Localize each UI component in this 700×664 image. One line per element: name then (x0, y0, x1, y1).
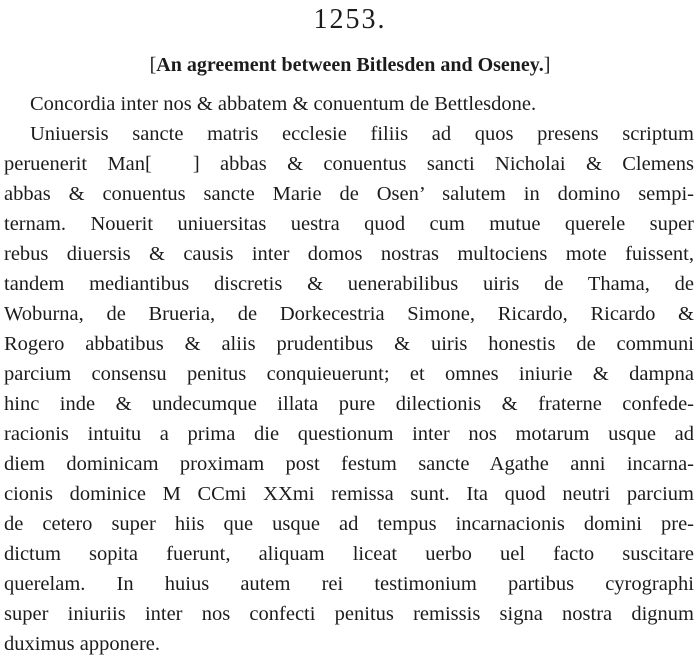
heading-open-bracket: [ (149, 54, 157, 76)
text-line-9: Rogero abbatibus & aliis prudentibus & uiris honestis de communi (4, 333, 694, 355)
text-line-11: hinc inde & undecumque illata pure dilectionis & fraterne confede- (4, 393, 694, 415)
text-line-8: Woburna, de Brueria, de Dorkecestria Simone, Ricardo, Ricardo & (4, 303, 694, 325)
text-line-12: racionis intuitu a prima die questionum inter nos motarum usque ad (4, 423, 694, 445)
heading-close-bracket: ] (543, 54, 551, 76)
text-line-17: querelam. In huius autem rei testimonium partibus cyrographi (4, 573, 694, 595)
text-line-10: parcium consensu penitus conquieuerunt; et omnes iniurie & dampna (4, 363, 694, 385)
text-line-1: Concordia inter nos & abbatem & conuentum de Bettlesdone. (30, 93, 537, 115)
text-line-15: de cetero super hiis que usque ad tempus incarnacionis domini pre- (4, 513, 694, 535)
text-line-2: Uniuersis sancte matris ecclesie filiis ad quos presens scriptum (30, 123, 694, 145)
text-line-4: abbas & conuentus sancte Marie de Osen’ salutem in domino sempi- (4, 183, 694, 205)
text-line-16: dictum sopita fuerunt, aliquam liceat uerbo uel facto suscitare (4, 543, 694, 565)
document-heading (0, 50, 700, 80)
heading-title: An agreement between Bitlesden and Oseney. (156, 54, 544, 76)
text-line-6: rebus diuersis & causis inter domos nostras multociens mote fuissent, (4, 243, 694, 265)
text-line-7: tandem mediantibus discretis & uenerabilibus uiris de Thama, de (4, 273, 694, 295)
text-line-3: peruenerit Man[ ] abbas & conuentus sancti Nicholai & Clemens (4, 153, 694, 175)
text-line-18: super iniuriis inter nos confecti penitus remissis signa nostra dignum (4, 603, 694, 625)
page-year: 1253. (313, 4, 387, 35)
text-line-19: duximus apponere. (4, 633, 160, 655)
text-line-5: ternam. Nouerit uniuersitas uestra quod cum mutue querele super (4, 213, 694, 235)
text-line-13: diem dominicam proximam post festum sancte Agathe anni incarna- (4, 453, 694, 475)
text-line-14: cionis dominice M CCmi XXmi remissa sunt. Ita quod neutri parcium (4, 483, 694, 505)
